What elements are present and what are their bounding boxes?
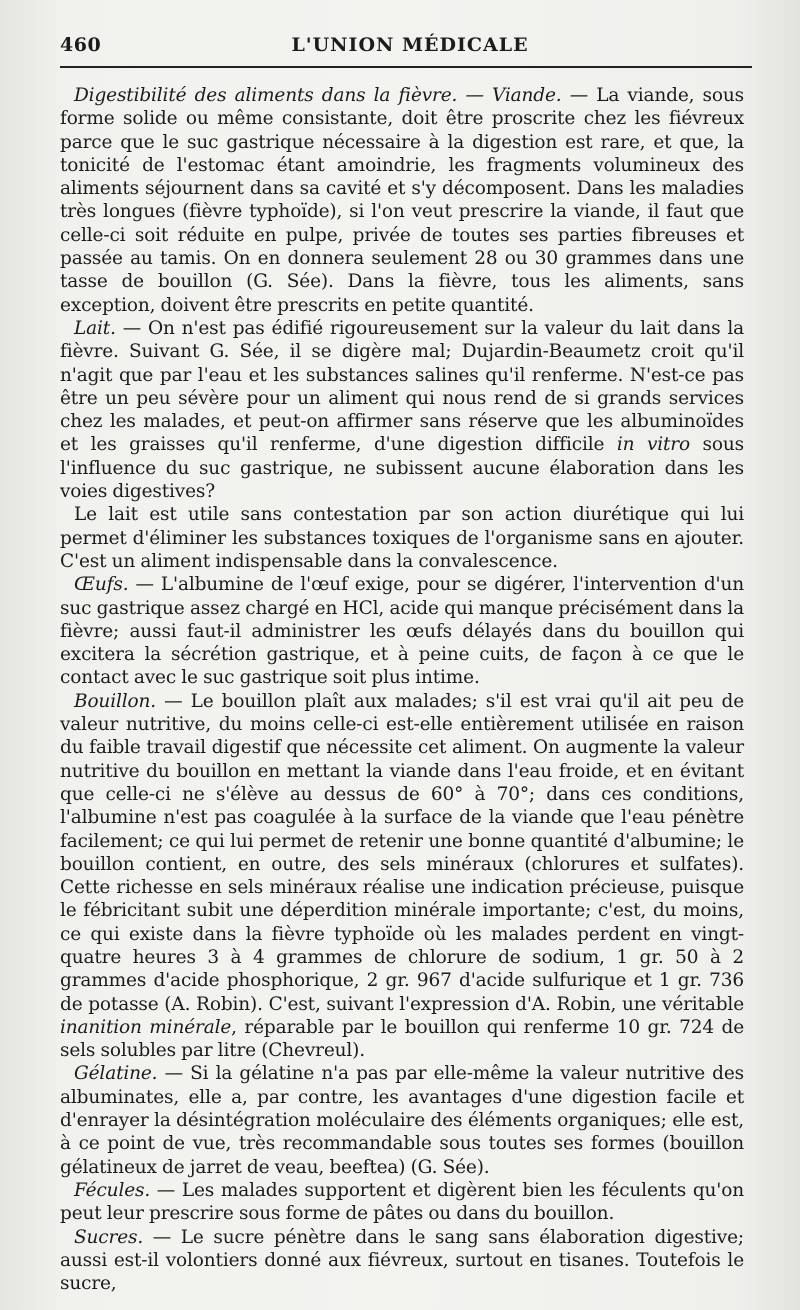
paragraph-sucres (60, 1226, 744, 1296)
italic-term: inanition minérale (60, 1016, 232, 1038)
header-rule (60, 66, 752, 68)
paragraph-text: — Le bouillon plaît aux malades; s'il est vrai qu'il ait peu de valeur nutritive, du moins celle-ci est-elle entièrement utilisée en raison du faible travail digestif que nécessite cet aliment. On augmente la valeur nutritive du bouillon en mettant la viande dans l'eau froide, et en évitant que celle-ci ne s'élève au dessus de 60° à 70°; dans ces conditions, l'albumine n'est pas coagulée à la surface de la viande que l'eau pénètre facilement; ce qui lui permet de retenir une bonne quantité d'albumine; le bouillon contient, en outre, des sels minéraux (chlorures et sulfates). Cette richesse en sels minéraux réalise une indication précieuse, puisque le fébricitant subit une déperdition minérale importante; c'est, du moins, ce qui existe dans la fièvre typhoïde où les malades perdent en vingt-quatre heures 3 à 4 grammes de chlorure de sodium, 1 gr. 50 à 2 grammes d'acide phosphorique, 2 gr. 967 d'acide sulfurique et 1 gr. 736 de potasse (A. Robin). C'est, suivant l'expression d'A. Robin, une véritable (60, 690, 744, 1015)
paragraph-gelatine (60, 1062, 744, 1178)
article-body (60, 84, 744, 1295)
paragraph-lait (60, 317, 744, 503)
journal-title: L'UNION MÉDICALE (291, 34, 529, 56)
paragraph-text: — La viande, sous forme solide ou même consistante, doit être proscrite chez les fiévreux parce que le suc gastrique nécessaire à la digestion est rare, et que, la tonicité de l'estomac étant amoindrie, les fragments volumineux des aliments séjournent dans sa cavité et s'y décomposent. Dans les maladies très longues (fièvre typhoïde), si l'on veut prescrire la viande, il faut que celle-ci soit réduite en pulpe, privée de toutes ses parties fibreuses et passée au tamis. On en donnera seulement 28 ou 30 grammes dans une tasse de bouillon (G. Sée). Dans la fièvre, tous les aliments, sans exception, doivent être prescrits en petite quantité. (60, 85, 744, 316)
page-number: 460 (60, 34, 102, 56)
paragraph-text: — Les malades supportent et digèrent bien les féculents qu'on peut leur prescrire sous forme de pâtes ou dans du bouillon. (60, 1179, 744, 1225)
paragraph-text: — On n'est pas édifié rigoureusement sur la valeur du lait dans la fièvre. Suivant G. Sée, il se digère mal; Dujardin-Beaumetz croit qu'il n'agit que par l'eau et les substances salines qu'il renferme. N'est-ce pas être un peu sévère pour un aliment qui nous rend de si grands services chez les malades, et peut-on affirmer sans réserve que les albuminoïdes et les graisses qu'il renferme, d'une digestion difficile (60, 317, 744, 456)
paragraph-text-continued: sous l'influence du suc gastrique, ne subissent aucune élaboration dans les voies digestives? (60, 434, 745, 503)
rubric-heading: Fécules. (74, 1179, 151, 1201)
paragraph-fecules (60, 1179, 744, 1226)
rubric-heading: Œufs. (74, 574, 129, 596)
rubric-heading: Bouillon. (74, 690, 156, 712)
paragraph-text: — Si la gélatine n'a pas par elle-même la valeur nutritive des albuminates, elle a, par contre, les avantages d'une digestion facile et d'enrayer la désintégration moléculaire des éléments organiques; elle est, à ce point de vue, très recommandable sous toutes ses formes (bouillon gélatineux de jarret de veau, beeftea) (G. Sée). (60, 1063, 744, 1178)
paragraph-oeufs (60, 573, 744, 689)
paragraph-text-continued: , réparable par le bouillon qui renferme 10 gr. 724 de sels solubles par litre (Chevreul). (60, 1016, 745, 1062)
paragraph-lait-continued (60, 503, 744, 573)
running-head (60, 32, 760, 62)
rubric-heading: Lait. (74, 317, 116, 339)
rubric-heading: Gélatine. (74, 1063, 158, 1085)
paragraph-bouillon (60, 690, 744, 1063)
rubric-heading: Digestibilité des aliments dans la fièvre. — Viande. (74, 85, 562, 106)
paragraph-text: Le lait est utile sans contestation par son action diurétique qui lui permet d'éliminer les substances toxiques de l'organisme sans en ajouter. C'est un aliment indispensable dans la convalescence. (60, 504, 744, 572)
paragraph-text: — L'albumine de l'œuf exige, pour se digérer, l'intervention d'un suc gastrique assez chargé en HCl, acide qui manque précisément dans la fièvre; aussi faut-il administrer les œufs délayés dans du bouillon qui excitera la sécrétion gastrique, et à peine cuits, de façon à ce que le contact avec le suc gastrique soit plus intime. (60, 574, 744, 689)
paragraph-viande (60, 84, 744, 317)
rubric-heading: Sucres. (74, 1226, 144, 1248)
italic-term: in vitro (616, 434, 690, 456)
paragraph-text: — Le sucre pénètre dans le sang sans élaboration digestive; aussi est-il volontiers donné aux fiévreux, surtout en tisanes. Toutefois le sucre, (60, 1226, 744, 1295)
